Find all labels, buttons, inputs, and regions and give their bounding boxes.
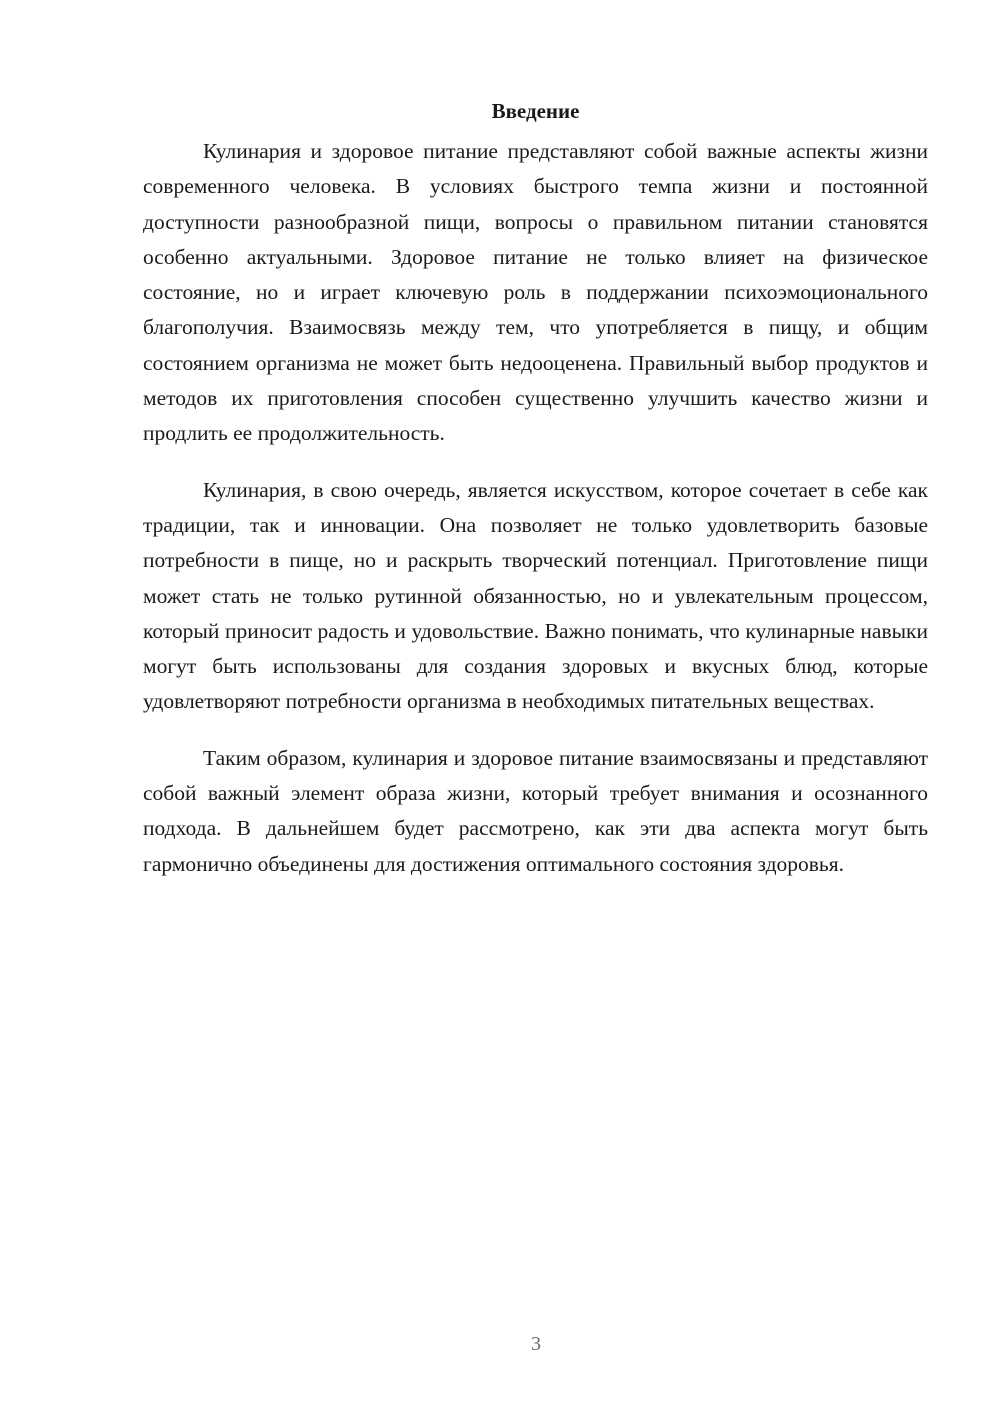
paragraph-2: Кулинария, в свою очередь, является искусством, которое сочетает в себе как традиции, так и инновации. Она позволяет не только удовлетворить базовые потребности в пище, но и раскрыть творческий потенциал. Приготовление пищи может стать не только рутинной обязанностью, но и увлекательным процессом, который приносит радость и удовольствие. Важно понимать, что кулинарные навыки могут быть использованы для создания здоровых и вкусных блюд, которые удовлетворяют потребности организма в необходимых питательных веществах. xyxy=(143,477,928,714)
paragraph-1: Кулинария и здоровое питание представляют собой важные аспекты жизни современного человека. В условиях быстрого темпа жизни и постоянной доступности разнообразной пищи, вопросы о правильном питании становятся особенно актуальными. Здоровое питание не только влияет на физическое состояние, но и играет ключевую роль в поддержании психоэмоционального благополучия. Взаимосвязь между тем, что употребляется в пищу, и общим состоянием организма не может быть недооценена. Правильный выбор продуктов и методов их приготовления способен существенно улучшить качество жизни и продлить ее продолжительность. xyxy=(143,139,928,446)
paragraph-3: Таким образом, кулинария и здоровое питание взаимосвязаны и представляют собой важный элемент образа жизни, который требует внимания и осознанного подхода. В дальнейшем будет рассмотрено, как эти два аспекта могут быть гармонично объединены для достижения оптимального состояния здоровья. xyxy=(143,745,928,876)
section-title: Введение xyxy=(491,99,580,123)
page-number: 3 xyxy=(531,1333,541,1355)
page-content xyxy=(143,96,928,903)
